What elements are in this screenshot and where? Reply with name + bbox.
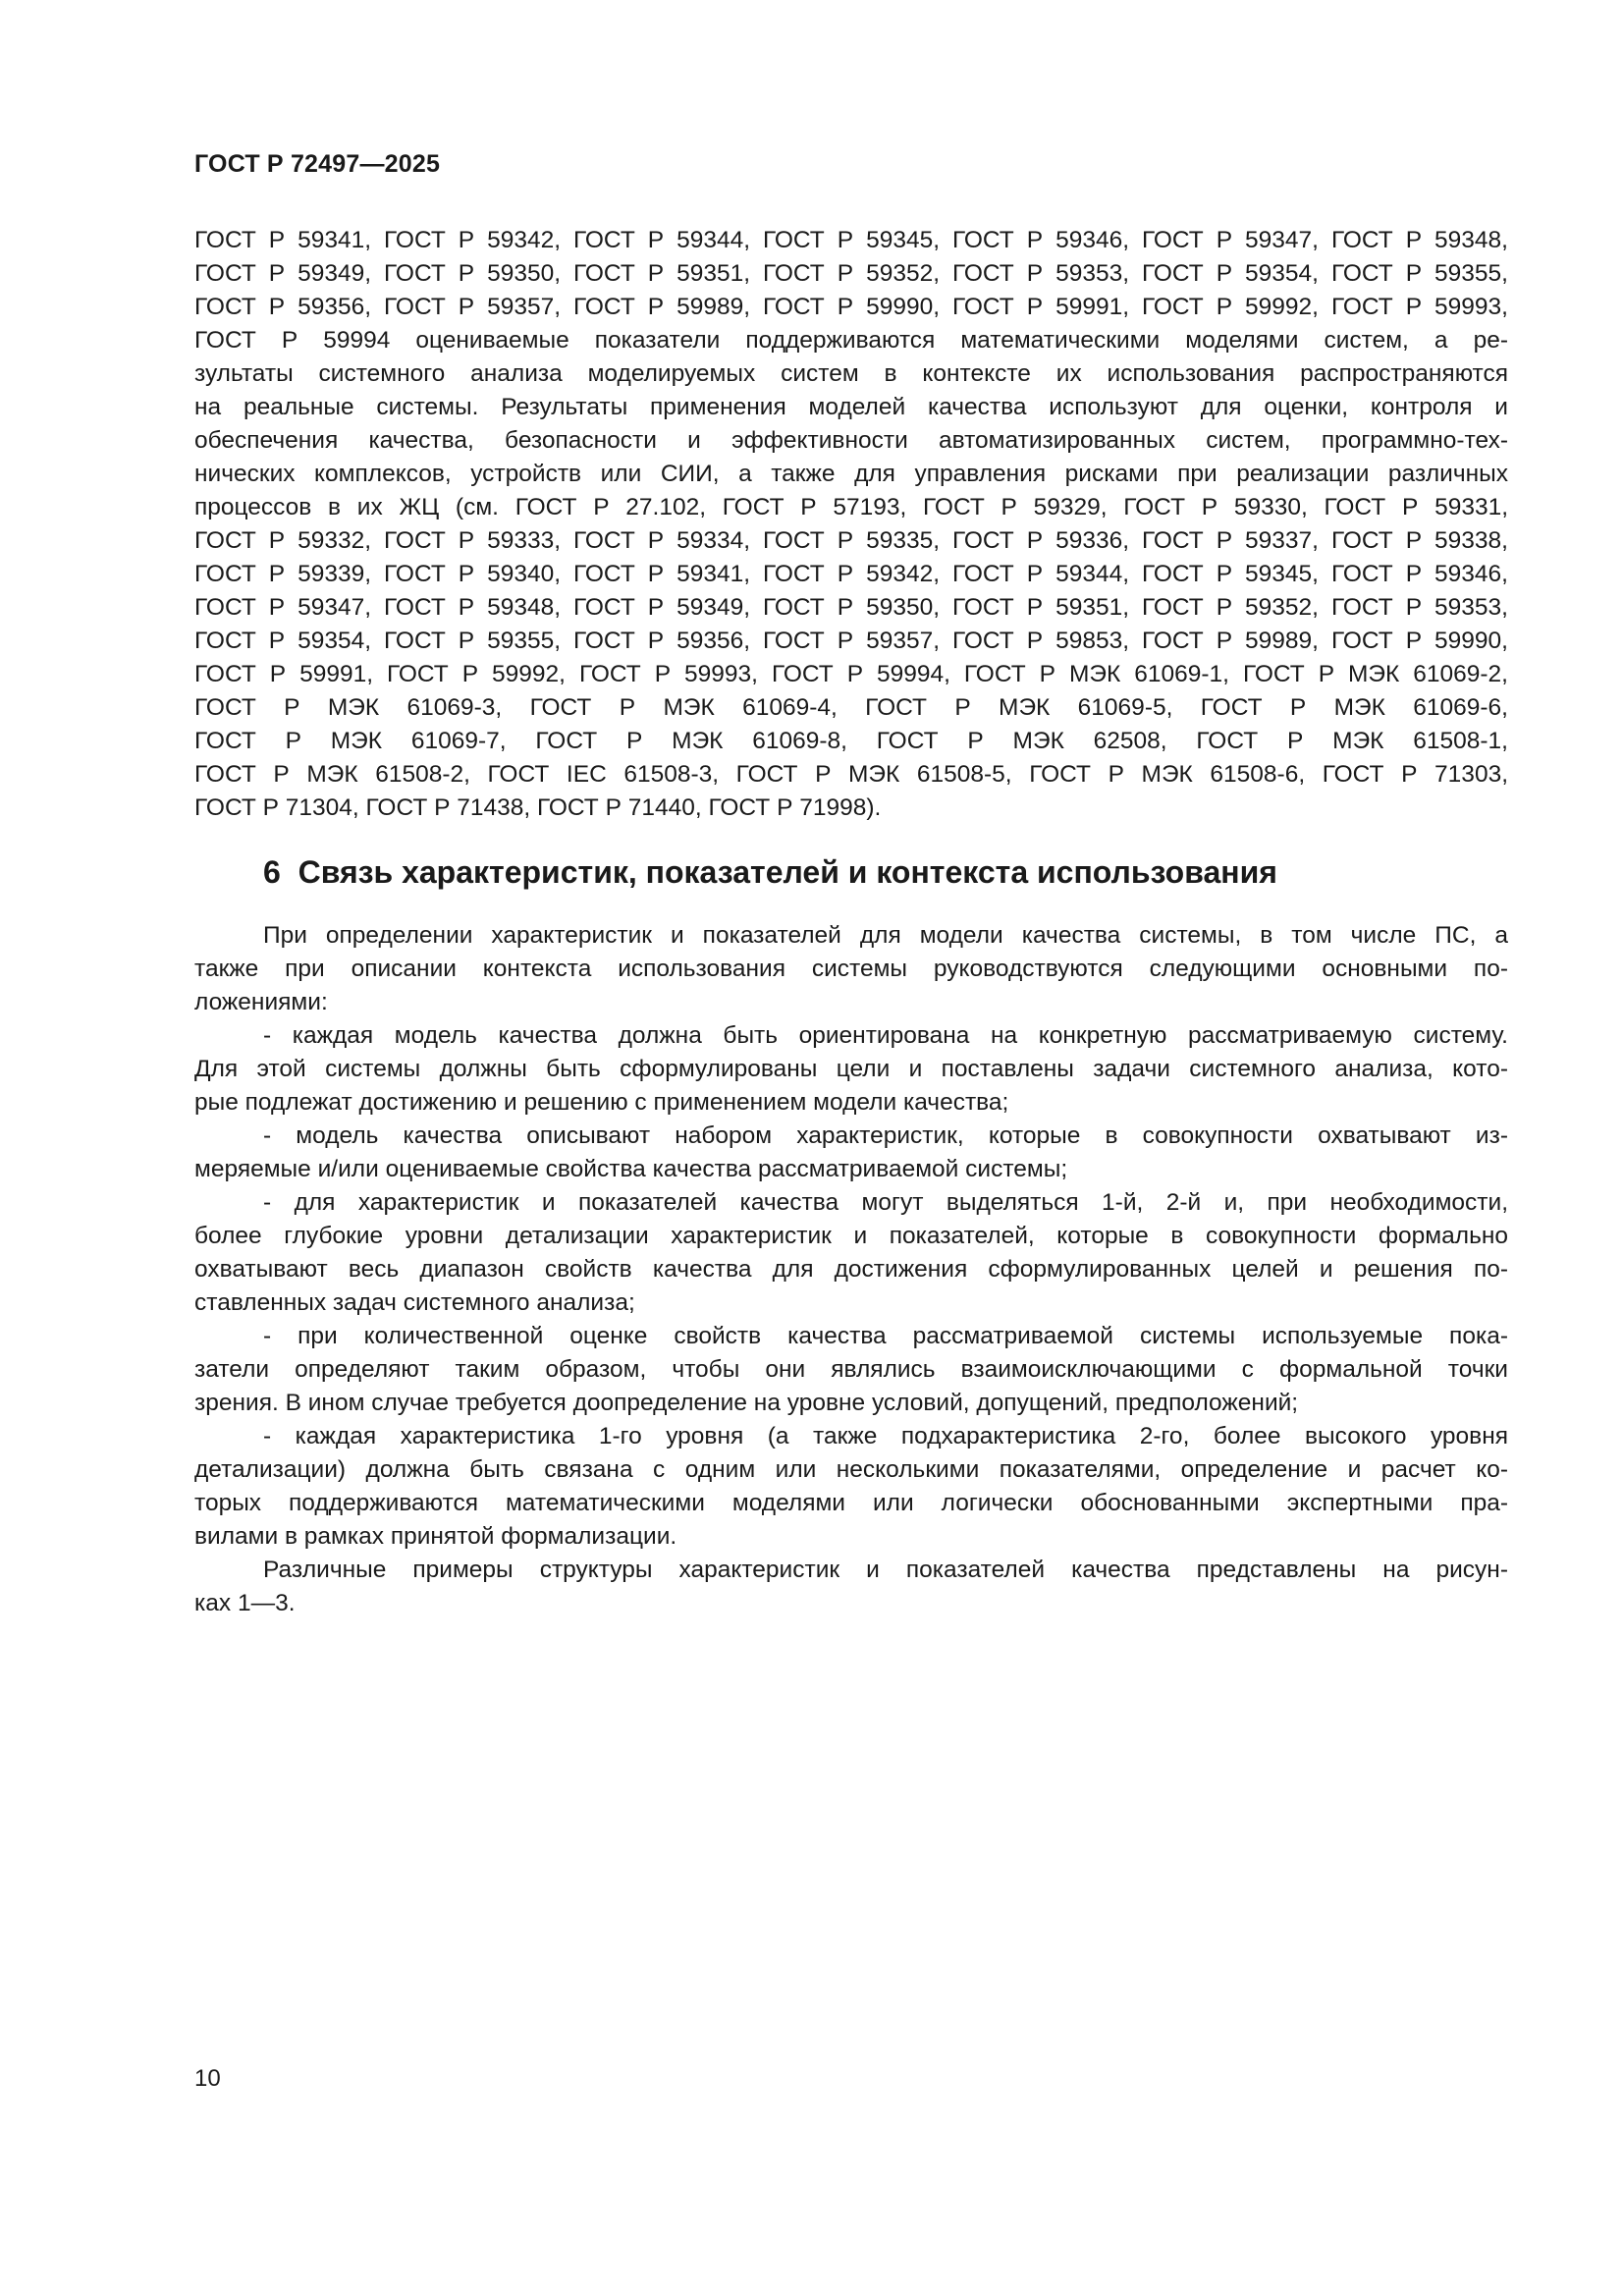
text-line: вилами в рамках принятой формализации. — [194, 1523, 677, 1550]
text-line: ках 1—3. — [194, 1590, 296, 1616]
section-heading — [263, 854, 1277, 891]
text-line: ГОСТ Р 71304, ГОСТ Р 71438, ГОСТ Р 71440, ГОСТ Р 71998). — [194, 794, 882, 821]
text-line: - каждая модель качества должна быть ориентирована на конкретную рассматриваемую систему. — [263, 1022, 1508, 1049]
text-line: охватывают весь диапазон свойств качества для достижения сформулированных целей и решения по- — [194, 1256, 1508, 1283]
text-line: - модель качества описывают набором характеристик, которые в совокупности охватывают из- — [263, 1122, 1508, 1149]
text-line: затели определяют таким образом, чтобы они являлись взаимоисключающими с формальной точки — [194, 1356, 1508, 1383]
text-line: ГОСТ Р 59356, ГОСТ Р 59357, ГОСТ Р 59989, ГОСТ Р 59990, ГОСТ Р 59991, ГОСТ Р 59992, ГОСТ Р 59993, — [194, 294, 1508, 320]
text-line: меряемые и/или оцениваемые свойства качества рассматриваемой системы; — [194, 1156, 1068, 1182]
page-number: 10 — [194, 2065, 221, 2092]
text-line: более глубокие уровни детализации характеристик и показателей, которые в совокупности формально — [194, 1223, 1508, 1249]
text-line: зультаты системного анализа моделируемых систем в контексте их использования распространяются — [194, 360, 1508, 387]
text-line: торых поддерживаются математическими моделями или логически обоснованными экспертными пра- — [194, 1490, 1508, 1516]
text-line: ГОСТ Р 59341, ГОСТ Р 59342, ГОСТ Р 59344, ГОСТ Р 59345, ГОСТ Р 59346, ГОСТ Р 59347, ГОСТ Р 59348, — [194, 227, 1508, 253]
text-line: - для характеристик и показателей качества могут выделяться 1-й, 2-й и, при необходимости, — [263, 1189, 1508, 1216]
text-line: обеспечения качества, безопасности и эффективности автоматизированных систем, программно-тех- — [194, 427, 1508, 454]
text-line: рые подлежат достижению и решению с применением модели качества; — [194, 1089, 1009, 1116]
text-line: ГОСТ Р 59354, ГОСТ Р 59355, ГОСТ Р 59356, ГОСТ Р 59357, ГОСТ Р 59853, ГОСТ Р 59989, ГОСТ Р 59990, — [194, 628, 1508, 654]
text-line: ГОСТ Р МЭК 61069-3, ГОСТ Р МЭК 61069-4, ГОСТ Р МЭК 61069-5, ГОСТ Р МЭК 61069-6, — [194, 694, 1508, 721]
text-line: детализации) должна быть связана с одним или несколькими показателями, определение и расчет ко- — [194, 1456, 1508, 1483]
text-line: Различные примеры структуры характеристик и показателей качества представлены на рисун- — [263, 1557, 1508, 1583]
text-line: ГОСТ Р 59991, ГОСТ Р 59992, ГОСТ Р 59993, ГОСТ Р 59994, ГОСТ Р МЭК 61069-1, ГОСТ Р МЭК 61069-2, — [194, 661, 1508, 687]
text-line: ГОСТ Р 59349, ГОСТ Р 59350, ГОСТ Р 59351, ГОСТ Р 59352, ГОСТ Р 59353, ГОСТ Р 59354, ГОСТ Р 59355, — [194, 260, 1508, 287]
text-line: ложениями: — [194, 989, 328, 1015]
text-line: ГОСТ Р 59339, ГОСТ Р 59340, ГОСТ Р 59341, ГОСТ Р 59342, ГОСТ Р 59344, ГОСТ Р 59345, ГОСТ Р 59346, — [194, 561, 1508, 587]
section-title: Связь характеристик, показателей и контекста использования — [298, 854, 1277, 890]
text-line: ставленных задач системного анализа; — [194, 1289, 635, 1316]
section-body — [194, 919, 1508, 1620]
text-line: ГОСТ Р МЭК 61508-2, ГОСТ IEC 61508-3, ГОСТ Р МЭК 61508-5, ГОСТ Р МЭК 61508-6, ГОСТ Р 71303, — [194, 761, 1508, 788]
text-line: Для этой системы должны быть сформулированы цели и поставлены задачи системного анализа, кото- — [194, 1056, 1508, 1082]
text-line: нических комплексов, устройств или СИИ, а также для управления рисками при реализации различных — [194, 461, 1508, 487]
text-line: ГОСТ Р МЭК 61069-7, ГОСТ Р МЭК 61069-8, ГОСТ Р МЭК 62508, ГОСТ Р МЭК 61508-1, — [194, 728, 1508, 754]
text-line: процессов в их ЖЦ (см. ГОСТ Р 27.102, ГОСТ Р 57193, ГОСТ Р 59329, ГОСТ Р 59330, ГОСТ Р 59331, — [194, 494, 1508, 520]
text-line: ГОСТ Р 59332, ГОСТ Р 59333, ГОСТ Р 59334, ГОСТ Р 59335, ГОСТ Р 59336, ГОСТ Р 59337, ГОСТ Р 59338, — [194, 527, 1508, 554]
paragraph-standards-list — [194, 224, 1508, 825]
section-number: 6 — [263, 854, 281, 890]
text-line: - при количественной оценке свойств качества рассматриваемой системы используемые пока- — [263, 1323, 1508, 1349]
text-line: ГОСТ Р 59994 оцениваемые показатели поддерживаются математическими моделями систем, а ре- — [194, 327, 1508, 354]
text-line: на реальные системы. Результаты применения моделей качества используют для оценки, контроля и — [194, 394, 1508, 420]
text-line: - каждая характеристика 1-го уровня (а также подхарактеристика 2-го, более высокого уровня — [263, 1423, 1508, 1449]
document-header: ГОСТ Р 72497—2025 — [194, 150, 441, 178]
text-line: При определении характеристик и показателей для модели качества системы, в том числе ПС, а — [263, 922, 1508, 949]
text-line: ГОСТ Р 59347, ГОСТ Р 59348, ГОСТ Р 59349, ГОСТ Р 59350, ГОСТ Р 59351, ГОСТ Р 59352, ГОСТ Р 59353, — [194, 594, 1508, 621]
text-line: зрения. В ином случае требуется доопределение на уровне условий, допущений, предположений; — [194, 1390, 1299, 1416]
text-line: также при описании контекста использования системы руководствуются следующими основными по- — [194, 956, 1508, 982]
